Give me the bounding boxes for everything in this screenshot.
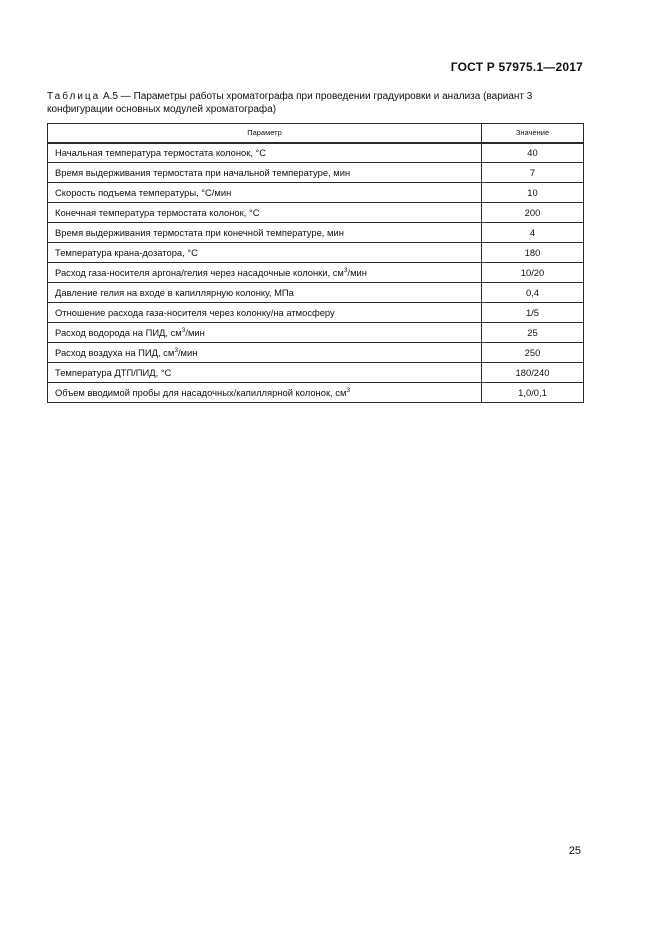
table-row bbox=[48, 383, 584, 403]
superscript: 3 bbox=[181, 327, 186, 334]
table-caption bbox=[47, 90, 587, 116]
standard-code: ГОСТ Р 57975.1—2017 bbox=[450, 60, 583, 74]
value-cell: 200 bbox=[482, 203, 584, 223]
parameter-cell bbox=[48, 343, 482, 363]
parameter-unit-suffix: /мин bbox=[177, 347, 198, 358]
table-row bbox=[48, 263, 584, 283]
value-cell: 25 bbox=[482, 323, 584, 343]
parameter-cell bbox=[48, 163, 482, 183]
parameter-cell bbox=[48, 203, 482, 223]
table-row bbox=[48, 283, 584, 303]
superscript: 3 bbox=[174, 347, 178, 354]
parameter-cell bbox=[48, 263, 482, 283]
parameter-cell bbox=[48, 183, 482, 203]
parameter-text: Конечная температура термостата колонок, °С bbox=[55, 207, 260, 218]
parameter-text: Расход водорода на ПИД, см bbox=[55, 327, 182, 338]
table-row bbox=[48, 223, 584, 243]
parameter-cell bbox=[48, 303, 482, 323]
parameter-cell bbox=[48, 363, 482, 383]
value-cell: 1,0/0,1 bbox=[482, 383, 584, 403]
table-row bbox=[48, 303, 584, 323]
parameter-cell bbox=[48, 223, 482, 243]
table-header-row bbox=[48, 124, 584, 143]
parameter-unit-suffix: /мин bbox=[185, 327, 205, 338]
value-cell: 180 bbox=[482, 243, 584, 263]
parameter-text: Расход газа-носителя аргона/гелия через насадочные колонки, см bbox=[55, 267, 344, 278]
parameter-text: Расход воздуха на ПИД, см bbox=[55, 347, 175, 358]
parameter-text: Время выдерживания термостата при начальной температуре, мин bbox=[55, 167, 351, 178]
value-cell: 4 bbox=[482, 223, 584, 243]
table-row bbox=[48, 143, 584, 163]
column-header-parameter: Параметр bbox=[48, 124, 482, 143]
table-row bbox=[48, 363, 584, 383]
value-cell: 1/5 bbox=[482, 303, 584, 323]
parameter-text: Отношение расхода газа-носителя через колонку/на атмосферу bbox=[55, 307, 335, 318]
parameter-text: Время выдерживания термостата при конечной температуре, мин bbox=[55, 227, 344, 238]
parameter-unit-suffix: /мин bbox=[347, 267, 367, 278]
parameter-text: Температура крана-дозатора, °С bbox=[55, 247, 198, 258]
superscript: 3 bbox=[343, 267, 348, 274]
parameter-cell bbox=[48, 383, 482, 403]
parameter-cell bbox=[48, 143, 482, 163]
superscript: 3 bbox=[346, 387, 351, 394]
table-row bbox=[48, 323, 584, 343]
parameter-text: Скорость подъема температуры, °С/мин bbox=[55, 187, 232, 198]
value-cell: 180/240 bbox=[482, 363, 584, 383]
value-cell: 250 bbox=[482, 343, 584, 363]
parameter-text: Начальная температура термостата колонок, °С bbox=[55, 147, 267, 159]
parameters-table bbox=[47, 123, 584, 403]
table-row bbox=[48, 243, 584, 263]
column-header-value: Значение bbox=[482, 124, 584, 143]
value-cell: 7 bbox=[482, 163, 584, 183]
parameter-cell bbox=[48, 283, 482, 303]
parameter-text: Температура ДТП/ПИД, °С bbox=[55, 367, 172, 378]
parameter-text: Давление гелия на входе в капиллярную колонку, МПа bbox=[55, 287, 294, 298]
table-row bbox=[48, 183, 584, 203]
parameter-cell bbox=[48, 243, 482, 263]
table-row bbox=[48, 343, 584, 363]
table-row bbox=[48, 203, 584, 223]
page-number: 25 bbox=[568, 845, 581, 857]
value-cell: 40 bbox=[482, 143, 584, 163]
parameter-text: Объем вводимой пробы для насадочных/капиллярной колонок, см bbox=[55, 387, 347, 398]
value-cell: 10 bbox=[482, 183, 584, 203]
value-cell: 0,4 bbox=[482, 283, 584, 303]
value-cell: 10/20 bbox=[482, 263, 584, 283]
table-row bbox=[48, 163, 584, 183]
table-caption-prefix: Таблица bbox=[47, 91, 101, 102]
parameter-cell bbox=[48, 323, 482, 343]
table-caption-text: А.5 — Параметры работы хроматографа при проведении градуировки и анализа (вариант 3 конфигурации основных модулей хроматографа) bbox=[47, 91, 533, 115]
